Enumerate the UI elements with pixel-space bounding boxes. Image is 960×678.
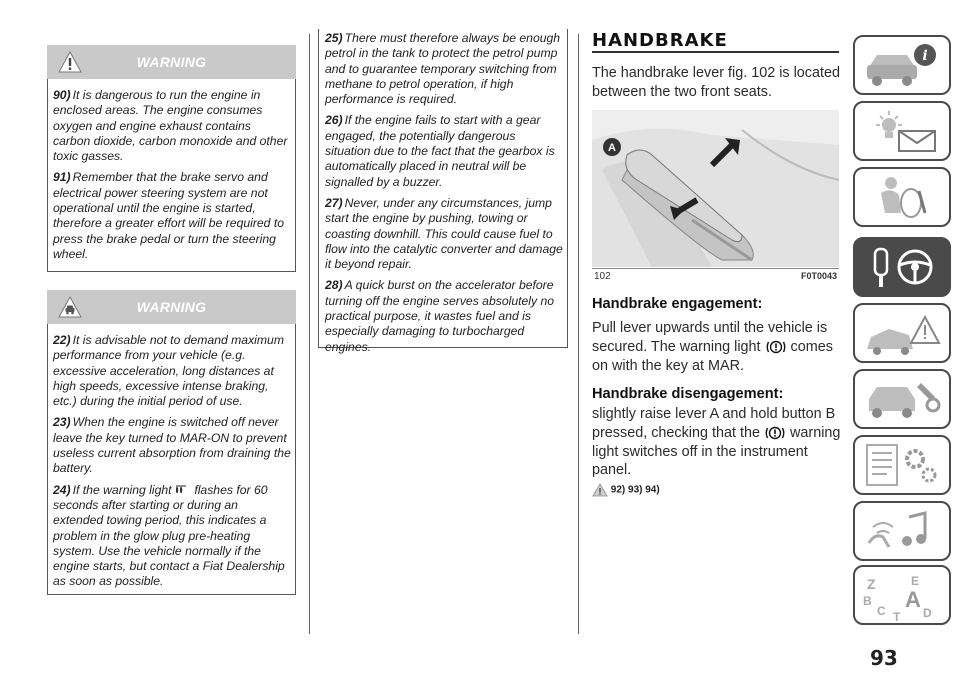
tab-warning-lights[interactable] — [853, 101, 951, 161]
handbrake-figure — [592, 110, 839, 267]
svg-text:C: C — [877, 604, 886, 618]
tab-technical-data[interactable] — [853, 435, 951, 495]
svg-text:Z: Z — [867, 576, 876, 592]
column-divider — [309, 34, 310, 634]
svg-text:T: T — [893, 610, 901, 621]
note-item: 28) A quick burst on the accelerator before turning off the engine serves absolutely no practical purpose, it wastes fuel and is especially damaging to turbocharged engines. — [325, 278, 555, 354]
note-item: 25) There must therefore always be enough petrol in the tank to protect the petrol pump and to guarantee temporary switching from methane to petrol operation, if high performance is required. — [325, 31, 561, 107]
car-maintenance-icon — [859, 375, 947, 425]
warning-lights-icon — [859, 107, 947, 157]
column-divider — [578, 34, 579, 634]
section-title: HANDBRAKE — [592, 30, 728, 51]
tab-multimedia[interactable] — [853, 501, 951, 561]
svg-text:A: A — [905, 587, 921, 612]
warning-box — [47, 324, 296, 595]
svg-text:B: B — [863, 594, 872, 608]
tab-safety[interactable] — [853, 167, 951, 227]
glow-plug-icon — [175, 485, 191, 495]
tab-index[interactable] — [853, 565, 951, 625]
page-number: 93 — [870, 646, 898, 670]
svg-text:D: D — [923, 606, 932, 620]
tab-car-info[interactable] — [853, 35, 951, 95]
disengagement-heading: Handbrake disengagement: — [592, 386, 784, 402]
car-crash-icon — [859, 309, 947, 359]
svg-text:i: i — [922, 48, 928, 64]
tab-emergency[interactable] — [853, 303, 951, 363]
figure-code: F0T0043 — [800, 271, 837, 281]
alphabetical-index-icon — [859, 571, 947, 621]
airbag-safety-icon — [859, 173, 947, 223]
warning-notes-box — [318, 29, 568, 354]
figure-number: 102 — [594, 271, 611, 282]
engagement-heading: Handbrake engagement: — [592, 296, 763, 312]
warning-title: WARNING — [136, 299, 207, 315]
svg-text:E: E — [911, 574, 920, 588]
warning-box — [47, 79, 296, 272]
car-info-icon — [859, 41, 947, 91]
warning-header — [47, 290, 296, 324]
warning-refs: 92) 93) 94) — [592, 483, 660, 497]
multimedia-icon — [859, 507, 947, 557]
disengagement-text: slightly raise lever A and hold button B pressed, checking that the warning light switches off in the instrument panel. — [592, 406, 841, 479]
key-steering-wheel-icon — [859, 243, 947, 293]
brake-warning-icon — [765, 339, 787, 355]
tab-starting-driving[interactable] — [853, 237, 951, 297]
callout-label: A — [608, 142, 616, 154]
note-item: 27) Never, under any circumstances, jump start the engine by pushing, towing or coasting downhill. This could cause fuel to flow into the catalytic converter and damage it beyond repair. — [325, 195, 563, 272]
note-item: 90) It is dangerous to run the engine in enclosed areas. The engine consumes oxygen and engine exhaust contains carbon dioxide, carbon monoxide and other toxic gasses. — [53, 88, 288, 164]
warning-triangle-icon — [592, 483, 608, 497]
handbrake-illustration — [592, 110, 839, 267]
engagement-text: Pull lever upwards until the vehicle is secured. The warning light comes on with the key at MAR. — [592, 320, 833, 374]
brake-warning-icon — [764, 425, 786, 441]
intro-paragraph: The handbrake lever fig. 102 is located between the two front seats. — [592, 65, 840, 100]
note-item: 26) If the engine fails to start with a gear engaged, the potentially dangerous situation due to the fact that the gearbox is automatically placed in neutral will be signalled by a buzzer. — [325, 113, 555, 189]
figure-caption — [592, 268, 839, 283]
note-item: 91) Remember that the brake servo and electrical power steering system are not operational until the engine is started, therefore a greater effort will be required to press the brake pedal or turn the steering wheel. — [53, 170, 285, 261]
tab-maintenance[interactable] — [853, 369, 951, 429]
title-rule — [592, 51, 839, 53]
technical-data-icon — [859, 441, 947, 491]
warning-header — [47, 45, 296, 79]
warning-title: WARNING — [136, 54, 207, 70]
note-item: 23) When the engine is switched off never leave the key turned to MAR-ON to prevent useless current absorption from draining the battery. — [53, 415, 291, 476]
note-item: 22) It is advisable not to demand maximum performance from your vehicle (e.g. excessive acceleration, long distances at high speeds, excessive intense braking, etc.) during the initial period of use. — [53, 333, 284, 409]
note-item: 24) If the warning light flashes for 60 seconds after starting or during an extended towing period, this indicates a problem in the glow plug pre-heating system. Use the vehicle normally if the engine starts, but contact a Fiat Dealership as soon as possible. — [53, 482, 285, 589]
